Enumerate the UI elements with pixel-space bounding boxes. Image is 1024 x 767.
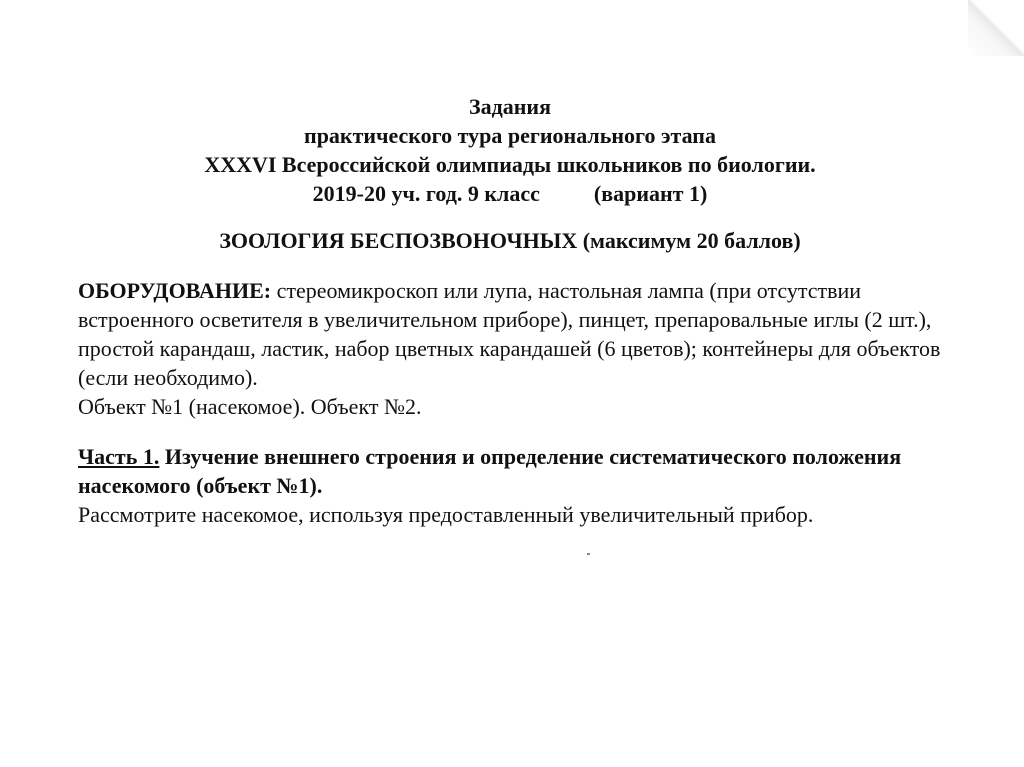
- header-olympiad: XXXVI Всероссийской олимпиады школьников по биологии.: [204, 152, 816, 177]
- section-title: [60, 226, 960, 255]
- scan-speck: [587, 553, 590, 555]
- page-curl-corner: [968, 0, 1024, 56]
- section-max-score: (максимум 20 баллов): [582, 228, 801, 253]
- equipment-block: [78, 276, 958, 421]
- header-variant: (вариант 1): [593, 181, 708, 206]
- document-header: [60, 92, 960, 208]
- header-year: 2019-20 уч. год. 9 класс: [312, 181, 540, 206]
- part1-instruction: Рассмотрите насекомое, используя предоставленный увеличительный прибор.: [78, 502, 814, 527]
- equipment-label: ОБОРУДОВАНИЕ:: [78, 278, 272, 303]
- part1-title: Изучение внешнего строения и определение систематического положения насекомого (объект №1).: [78, 444, 902, 498]
- header-title: Задания: [469, 94, 551, 119]
- section-name: ЗООЛОГИЯ БЕСПОЗВОНОЧНЫХ: [219, 228, 578, 253]
- header-subtitle: практического тура регионального этапа: [304, 123, 716, 148]
- part1-label: Часть 1.: [78, 444, 160, 469]
- header-year-class: [60, 179, 960, 208]
- part1-block: [78, 442, 958, 529]
- equipment-text: стереомикроскоп или лупа, настольная лампа (при отсутствии встроенного осветителя в увеличительном приборе), пинцет, препаровальные иглы (2 шт.), простой карандаш, ластик, набор цветных карандашей (6 цветов); контейнеры для объектов (если необходимо).: [78, 278, 941, 390]
- equipment-objects: Объект №1 (насекомое). Объект №2.: [78, 394, 422, 419]
